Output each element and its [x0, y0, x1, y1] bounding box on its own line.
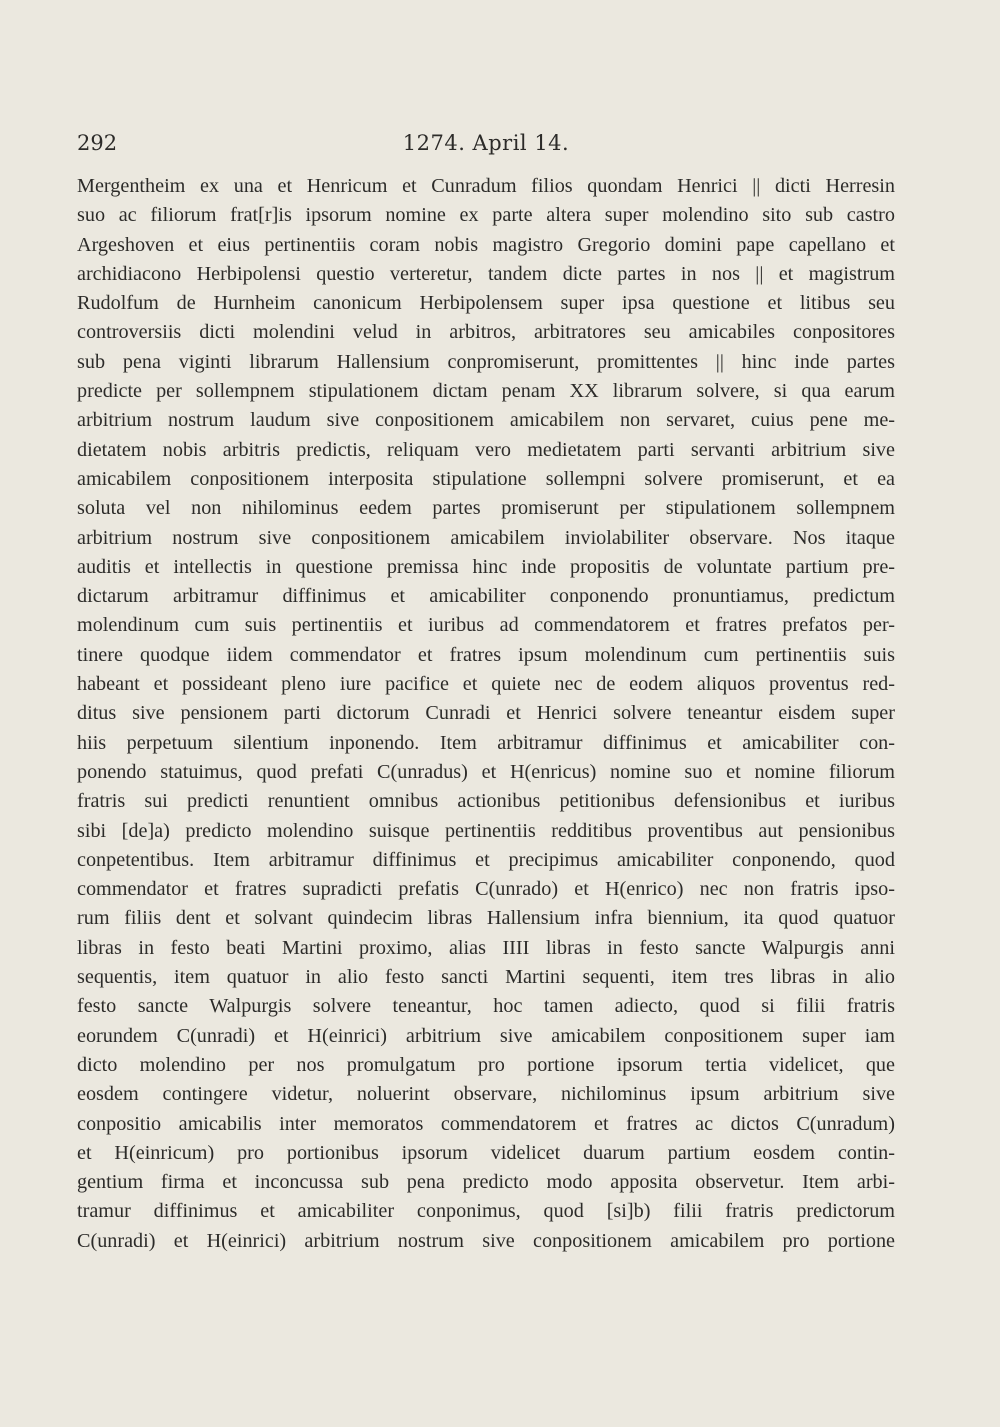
text-line: sequentis, item quatuor in alio festo sancti Martini sequenti, item tres libras in alio — [77, 966, 895, 989]
text-line: festo sancte Walpurgis solvere teneantur, hoc tamen adiecto, quod si filii fratris — [77, 995, 895, 1018]
text-line: auditis et intellectis in questione premissa hinc inde propositis de voluntate partium pre- — [77, 555, 895, 578]
text-line: suo ac filiorum frat[r]is ipsorum nomine ex parte altera super molendino sito sub castro — [77, 204, 895, 227]
page-number: 292 — [77, 131, 118, 155]
running-head-date: 1274. April 14. — [402, 131, 570, 155]
text-line: Argeshoven et eius pertinentiis coram nobis magistro Gregorio domini pape capellano et — [77, 233, 895, 256]
text-line: tramur diffinimus et amicabiliter conponimus, quod [si]b) filii fratris predictorum — [77, 1200, 895, 1223]
text-line: tinere quodque iidem commendator et fratres ipsum molendinum cum pertinentiis suis — [77, 643, 895, 666]
text-line: molendinum cum suis pertinentiis et iuribus ad commendatorem et fratres prefatos per- — [77, 614, 895, 637]
text-line: archidiacono Herbipolensi questio verteretur, tandem dicte partes in nos || et magistrum — [77, 262, 895, 285]
text-line: fratris sui predicti renuntient omnibus actionibus petitionibus defensionibus et iuribus — [77, 790, 895, 813]
text-line: eosdem contingere videtur, noluerint observare, nichilominus ipsum arbitrium sive — [77, 1083, 895, 1106]
text-line: conpositio amicabilis inter memoratos commendatorem et fratres ac dictos C(unradum) — [77, 1112, 895, 1135]
text-line: eorundem C(unradi) et H(einrici) arbitrium sive amicabilem conpositionem super iam — [77, 1024, 895, 1047]
text-line: ditus sive pensionem parti dictorum Cunradi et Henrici solvere teneantur eisdem super — [77, 702, 895, 725]
text-line: Mergentheim ex una et Henricum et Cunradum filios quondam Henrici || dicti Herresin — [77, 175, 895, 197]
text-line: habeant et possideant pleno iure pacifice et quiete nec de eodem aliquos proventus red- — [77, 673, 895, 696]
text-line: hiis perpetuum silentium inponendo. Item arbitramur diffinimus et amicabiliter con- — [77, 731, 895, 754]
text-line: libras in festo beati Martini proximo, alias IIII libras in festo sancte Walpurgis anni — [77, 936, 895, 959]
text-line: dicto molendino per nos promulgatum pro portione ipsorum tertia videlicet, que — [77, 1053, 895, 1076]
body-text — [77, 172, 895, 1256]
text-line: sibi [de]a) predicto molendino suisque pertinentiis redditibus proventibus aut pensionibus — [77, 819, 895, 842]
text-line: ponendo statuimus, quod prefati C(unradus) et H(enricus) nomine suo et nomine filiorum — [77, 760, 895, 783]
text-line: arbitrium nostrum sive conpositionem amicabilem inviolabiliter observare. Nos itaque — [77, 526, 895, 549]
text-line: et H(einricum) pro portionibus ipsorum videlicet duarum partium eosdem contin- — [77, 1141, 895, 1164]
text-line: conpetentibus. Item arbitramur diffinimus et precipimus amicabiliter conponendo, quod — [77, 848, 895, 871]
text-line: amicabilem conpositionem interposita stipulatione sollempni solvere promiserunt, et ea — [77, 467, 895, 490]
text-line: soluta vel non nihilominus eedem partes promiserunt per stipulationem sollempnem — [77, 497, 895, 520]
text-line: C(unradi) et H(einrici) arbitrium nostrum sive conpositionem amicabilem pro portione — [77, 1229, 895, 1252]
text-line: Rudolfum de Hurnheim canonicum Herbipolensem super ipsa questione et litibus seu — [77, 292, 895, 315]
text-line: predicte per sollempnem stipulationem dictam penam XX librarum solvere, si qua earum — [77, 380, 895, 403]
text-line: arbitrium nostrum laudum sive conpositionem amicabilem non servaret, cuius pene me- — [77, 409, 895, 432]
text-line: dietatem nobis arbitris predictis, reliquam vero medietatem parti servanti arbitrium sive — [77, 438, 895, 461]
text-line: rum filiis dent et solvant quindecim libras Hallensium infra biennium, ita quod quatuor — [77, 907, 895, 930]
text-line: gentium firma et inconcussa sub pena predicto modo apposita observetur. Item arbi- — [77, 1171, 895, 1194]
text-line: dictarum arbitramur diffinimus et amicabiliter conponendo pronuntiamus, predictum — [77, 585, 895, 608]
text-line: sub pena viginti librarum Hallensium conpromiserunt, promittentes || hinc inde partes — [77, 350, 895, 373]
text-line: commendator et fratres supradicti prefatis C(unrado) et H(enrico) nec non fratris ipso- — [77, 878, 895, 901]
text-line: controversiis dicti molendini velud in arbitros, arbitratores seu amicabiles conpositores — [77, 321, 895, 344]
page-header — [77, 128, 895, 158]
